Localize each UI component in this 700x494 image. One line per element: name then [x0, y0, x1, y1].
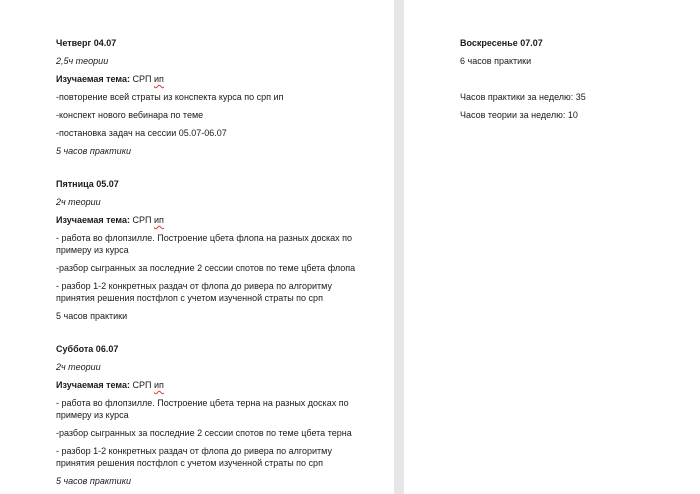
week-theory-total: Часов теории за неделю: 10 — [460, 110, 578, 120]
topic-suffix: ип — [154, 215, 164, 225]
task-item: -конспект нового вебинара по теме — [56, 110, 204, 120]
topic-label: Изучаемая тема: — [56, 74, 130, 84]
task-item: -постановка задач на сессии 05.07-06.07 — [56, 128, 227, 138]
topic-line — [56, 379, 366, 391]
page-right-content — [460, 37, 690, 127]
day-heading: Четверг 04.07 — [56, 38, 117, 48]
task-item: - работа во флопзилле. Построение цбета терна на разных досках по примеру из курса — [56, 398, 349, 420]
task-item: - работа во флопзилле. Построение цбета флопа на разных досках по примеру из курса — [56, 233, 353, 255]
task-item: -разбор сыгранных за последние 2 сессии спотов по теме цбета терна — [56, 428, 352, 438]
topic-line — [56, 214, 366, 226]
day-heading-sunday: Воскресенье 07.07 — [460, 38, 543, 48]
document-page-right — [404, 0, 700, 494]
section-gap — [460, 73, 690, 91]
practice-hours: 5 часов практики — [56, 146, 131, 156]
topic-value: СРП — [132, 380, 152, 390]
topic-value: СРП — [132, 215, 152, 225]
day-section-friday — [56, 178, 366, 322]
task-item: - разбор 1-2 конкретных раздач от флопа до ривера по алгоритму принятия решения постфлоп с учетом изученной страты по срп — [56, 281, 332, 303]
task-item: - разбор 1-2 конкретных раздач от флопа до ривера по алгоритму принятия решения постфлоп с учетом изученной страты по срп — [56, 446, 332, 468]
theory-hours: 2ч теории — [56, 362, 101, 372]
day-section-thursday — [56, 37, 366, 157]
task-item: -повторение всей страты из конспекта курса по срп ип — [56, 92, 284, 102]
topic-value: СРП — [132, 74, 152, 84]
task-item: -разбор сыгранных за последние 2 сессии спотов по теме цбета флопа — [56, 263, 356, 273]
practice-hours: 5 часов практики — [56, 476, 131, 486]
day-heading: Пятница 05.07 — [56, 179, 119, 189]
topic-label: Изучаемая тема: — [56, 215, 130, 225]
section-gap — [56, 328, 366, 343]
practice-hours: 5 часов практики — [56, 311, 128, 321]
practice-hours: 6 часов практики — [460, 56, 532, 66]
theory-hours: 2ч теории — [56, 197, 101, 207]
week-practice-total: Часов практики за неделю: 35 — [460, 92, 586, 102]
theory-hours: 2,5ч теории — [56, 56, 109, 66]
section-gap — [56, 163, 366, 178]
topic-suffix: ип — [154, 380, 164, 390]
page-left-content — [56, 37, 366, 493]
day-section-saturday — [56, 343, 366, 487]
topic-line — [56, 73, 366, 85]
day-heading: Суббота 06.07 — [56, 344, 119, 354]
topic-suffix: ип — [154, 74, 164, 84]
topic-label: Изучаемая тема: — [56, 380, 130, 390]
